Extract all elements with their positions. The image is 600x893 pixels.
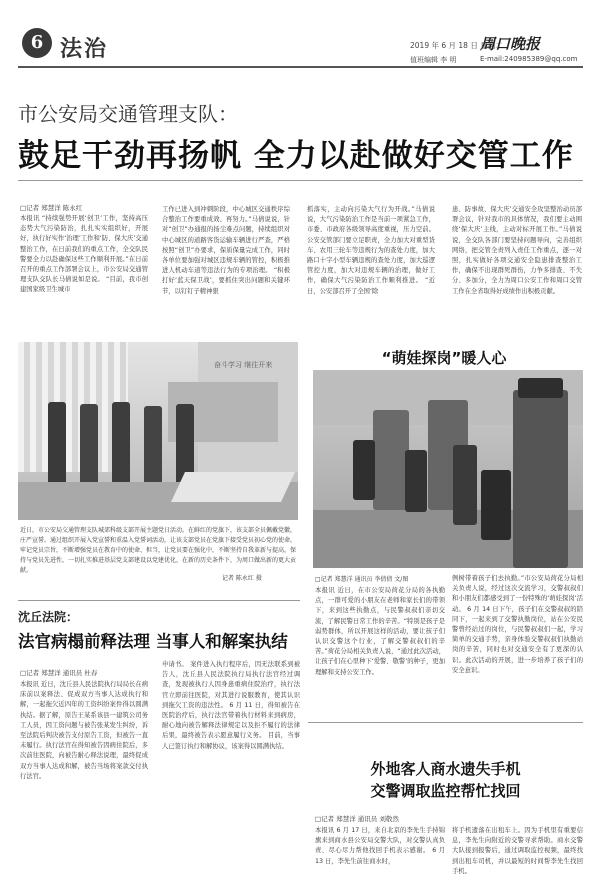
officer-figure bbox=[112, 402, 130, 492]
article3-col2: 申请书。 案件进入执行程序后，因无法联系到被告人，沈丘县人民法院执行局执行法官经过调查，发现被执行人因身患重病住院治疗，执行法官立即前往医院，对其进行说服教育，使其认识到拖欠工资的违法性。 6 月 11 日，得知被告在医院治疗后，执行法官带着执行材料来到病房，耐心地向被告解释法律规定以及拒不履行的法律后果，最终被告表示愿意履行义务。 目前，当事人已签订执行和解协议，该案得以圆满执结。 bbox=[162, 661, 300, 750]
article1-headline: 鼓足干劲再扬帆 全力以赴做好交管工作 bbox=[18, 138, 574, 174]
photo1-credit: 记者 陈永红 摄 bbox=[222, 575, 262, 582]
article1-col1: 本报讯 “持续强势开展‘创卫’工作，坚持高压态势大气污染防治，扎扎实实组织好，开展好，执行好实作‘治理’工作和‘防、保大庆’交通整治工作，在日前我们的重点工作，全交队民警要全力以赴确保这些工作顺利开展。”在日前召开的重点工作部署会议上，市公安局交通管理支队交队长马倩说如是说。 “目前，我市创建国家级卫生城市 bbox=[20, 215, 148, 294]
article2-col2: 例树带着孩子们去执勤。”市公安局荷花分局相关负责人说，经过这次交流学习，交警叔叔们和小朋友们都感受到了一份特殊的‘萌娃探岗’活动。 6 月 14 日下午，孩子们在交警叔叔的陪同下，一起来到了交警执勤岗位，站在公安民警曾经站过的岗位，与民警叔叔们一起，学习简单的交通手势，亲身体验交警叔叔们执勤站岗的辛苦，同时也对交通安全有了更深的认识。此次活动的开展，进一步培养了孩子们的安全意识。 bbox=[452, 575, 583, 674]
article3-headline: 法官病榻前释法理 当事人和解案执结 bbox=[18, 632, 288, 651]
article1-col2: 工作已进入到冲刺阶段，中心城区交通秩序综合整治工作要重成效、再努力。”马倩说说，针对“创卫”办通报的扬尘难点问题，持续组织对中心城区的道路客货运输车辆进行严查，严格按照“创卫”办要求，保质保量完成工作，同时各单位要加强对城区违规车辆的管控，积极推进人机动车道等违法行为的专项治理。 “积极打好‘蓝天保卫战’，要抓住突出问题和关键环节，以钉钉子精神狠 bbox=[162, 206, 290, 295]
article2-byline: □记者 郑慧洋 通讯员 李倩倩 文/图 bbox=[315, 576, 409, 583]
child-figure bbox=[353, 440, 375, 500]
child-figure bbox=[481, 470, 511, 540]
article3-byline: □记者 郑慧洋 通讯员 杜春 bbox=[20, 669, 98, 677]
divider bbox=[308, 722, 583, 723]
officer-figure bbox=[48, 402, 66, 492]
police-cap bbox=[518, 378, 563, 398]
officer-figure bbox=[144, 406, 162, 492]
kids-police-photo bbox=[313, 370, 583, 568]
article3-kicker: 沈丘法院： bbox=[18, 610, 79, 624]
article3-col1: 本报讯 近日，沈丘县人民法院执行局局长在病床前以案释法、促成双方当事人达成执行和解，一起拖欠近四年的工资纠纷案件得以圆满执结。据了解，原告王某系该县一建筑公司务工人员，因工资问题与被告张某发生纠纷，诉至法院后判决被告支付原告工资，但被告一直未履行。执行法官在得知被告因病住院后，多次前往医院，向被告耐心释法说理，最终促成双方当事人达成和解，被告当场将案款交付执行法官。 bbox=[20, 681, 148, 780]
editor-email: E-mail:240985389@qq.com bbox=[480, 55, 578, 63]
child-figure bbox=[405, 450, 427, 512]
editor-credit: 值班编辑 李 明 bbox=[410, 56, 457, 64]
officer-figure bbox=[513, 390, 568, 568]
divider bbox=[18, 180, 583, 181]
officer-figure bbox=[373, 410, 409, 510]
paper-logo: 周口晚报 bbox=[480, 35, 541, 53]
article1-byline: □记者 郑慧洋 陈永红 bbox=[20, 204, 83, 212]
officer-figure bbox=[80, 404, 98, 492]
article1-kicker: 市公安局交通管理支队： bbox=[18, 102, 238, 126]
party-oath-photo bbox=[18, 342, 298, 520]
display-table bbox=[171, 472, 295, 502]
photo1-caption: 近日，市公安局交通管理支队城郊科级支部开展主题党日活动。在鲜红的党旗下，该支部全员佩戴党徽，庄严宣誓。通过组织开展入党宣誓和重温入党誓词活动，让该支部党员在党旗下接受党员初心党的使命，牢记党员宗旨，不断增强党员在教育中的使命、担当，让党员要在强化中，不断坚持自我革新与提高，保持与党员先进性，一切扎实推进基层党支部建设以党建优化，在新的历史条件下，为周口做出新的更大贡献。 bbox=[20, 527, 297, 574]
article4-col1: 本报讯 6 月 17 日，来自北京的李先生手持锦旗来到商水县公安局交警大队，对交警认真负责、尽心尽力帮他找回手机表示感谢。 6 月 13 日，李先生前往商水时， bbox=[315, 827, 445, 865]
page-number: 6 bbox=[22, 28, 52, 58]
article1-col4: 患、防事故、保大庆’交通安全攻坚整治动员部署会议，针对我市的具体情况，我们要主动围绕‘保大庆’主线，主动对标开展工作。”马倩说说，全交队各部门要坚持问题导向，完善组织网络，把交管全责列入责任工作重点，逐一对照，扎实做好各项交通安全隐患排查整治工作，确保不出现群死群伤，力争多排查、不失分、多加分，全力为周口公安工作和周口交管工作在全省取得好成绩作出积极贡献。 bbox=[452, 206, 582, 295]
article2-headline: “萌娃探岗”暖人心 bbox=[381, 349, 507, 367]
article4-headline-line2: 交警调取监控帮忙找回 bbox=[370, 782, 521, 800]
child-figure bbox=[453, 445, 477, 525]
header-rule bbox=[18, 66, 583, 68]
wall-sign: 奋斗学习 继往开来 bbox=[214, 361, 273, 369]
issue-date: 2019 年 6 月 18 日 星期二 bbox=[410, 41, 503, 50]
article4-col2: 将手机遗落在出租车上。因为手机里有重要信息，李先生向附近的交警寻求帮助。商水交警大队接到报警后，通过调取监控视频，最终找到出租车司机，并以最短的时间帮李先生找回手机。 bbox=[452, 827, 583, 875]
article4-headline-line1: 外地客人商水遗失手机 bbox=[370, 760, 521, 778]
article4-byline: □记者 郑慧洋 通讯员 刘敬然 bbox=[315, 815, 399, 823]
article2-col1: 本报讯 近日，在市公安局荷花分局的各执勤点，一群可爱的小朋友在老师和家长们的带领下，来到这些执勤点，与民警叔叔们亲切交流，了解民警日常工作的辛苦。“特别是孩子是弱势群体，所以开展这样的活动，要让孩子们认识交警这个行业，了解交警叔叔们的辛苦。”荷花分局相关负责人说，“通过此次活动，让孩子们在心里种下‘爱警、敬警’的种子，更加理解和支持公安工作。 bbox=[315, 587, 445, 676]
divider bbox=[18, 600, 300, 601]
article1-col3: 抓落实，主动向污染大气行为开战。”马倩说说，大气污染防治工作是当前一项紧急工作，市委、市政府各级领导高度重视，压力空前。公安交管部门要立足职责，全力加大对重型货车、农用三轮车等违规行为的查处力度，加大路口十字小型车辆违规的查处力度，加大巡逻管控力度，加大对违规车辆的治理，做好工作，确保大气污染防治工作顺利推进。 “近日，公安部召开了全国‘除 bbox=[307, 206, 435, 295]
section-title: 法治 bbox=[60, 36, 109, 62]
